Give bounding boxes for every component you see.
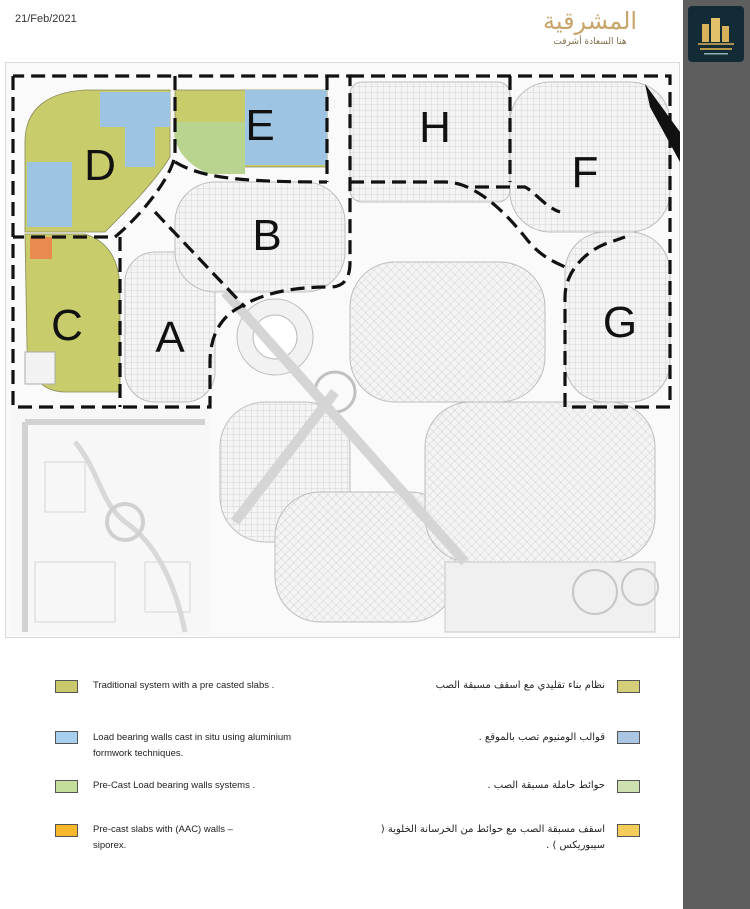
- zone-label-h: H: [419, 103, 451, 152]
- legend-text-ar: حوائط حاملة مسبقة الصب .: [487, 780, 605, 791]
- legend-text-en: Pre-cast slabs with (AAC) walls – siporex.: [93, 824, 233, 851]
- brand-name: المشرقية: [542, 7, 638, 35]
- legend-swatch: [617, 824, 640, 837]
- date-label: 21/Feb/2021: [15, 13, 77, 25]
- legend-swatch: [617, 680, 640, 693]
- zone-label-a: A: [155, 313, 185, 362]
- company-logo-icon: [688, 6, 744, 62]
- legend-item-precast-walls: [0, 775, 683, 805]
- brand-logo: [520, 6, 660, 58]
- legend-item-traditional: [0, 670, 683, 710]
- zone-label-e: E: [245, 101, 275, 150]
- legend-swatch: [55, 731, 78, 744]
- zone-label-g: G: [602, 298, 638, 347]
- legend-text-ar: نظام بناء تقليدي مع اسقف مسبقة الصب: [435, 680, 605, 691]
- legend-text-en: Load bearing walls cast in situ using aluminium formwork techniques.: [93, 732, 292, 759]
- legend-text-en: Pre-Cast Load bearing walls systems .: [93, 780, 256, 791]
- legend-text-ar: اسقف مسبقة الصب مع حوائط من الخرسانة الخلوية ( سيبوريكس ) .: [380, 824, 605, 851]
- legend-swatch: [55, 824, 78, 837]
- zone-label-b: B: [252, 211, 282, 260]
- zone-label-f: F: [571, 148, 599, 197]
- legend-item-aluminium: [0, 723, 683, 771]
- west-site-area: [10, 407, 210, 635]
- brand-tagline: هنا السعادة أشرقت: [553, 37, 627, 47]
- zone-label-d: D: [84, 141, 116, 190]
- side-strip: [683, 0, 750, 909]
- legend-swatch: [617, 780, 640, 793]
- master-plan-map: [5, 62, 680, 638]
- legend-swatch: [55, 680, 78, 693]
- zone-label-c: C: [51, 301, 83, 350]
- legend-swatch: [617, 731, 640, 744]
- legend-text-ar: قوالب الومنيوم تصب بالموقع .: [478, 732, 605, 743]
- legend-item-aac: [0, 818, 683, 858]
- legend-swatch: [55, 780, 78, 793]
- legend-text-en: Traditional system with a pre casted slabs .: [93, 680, 275, 691]
